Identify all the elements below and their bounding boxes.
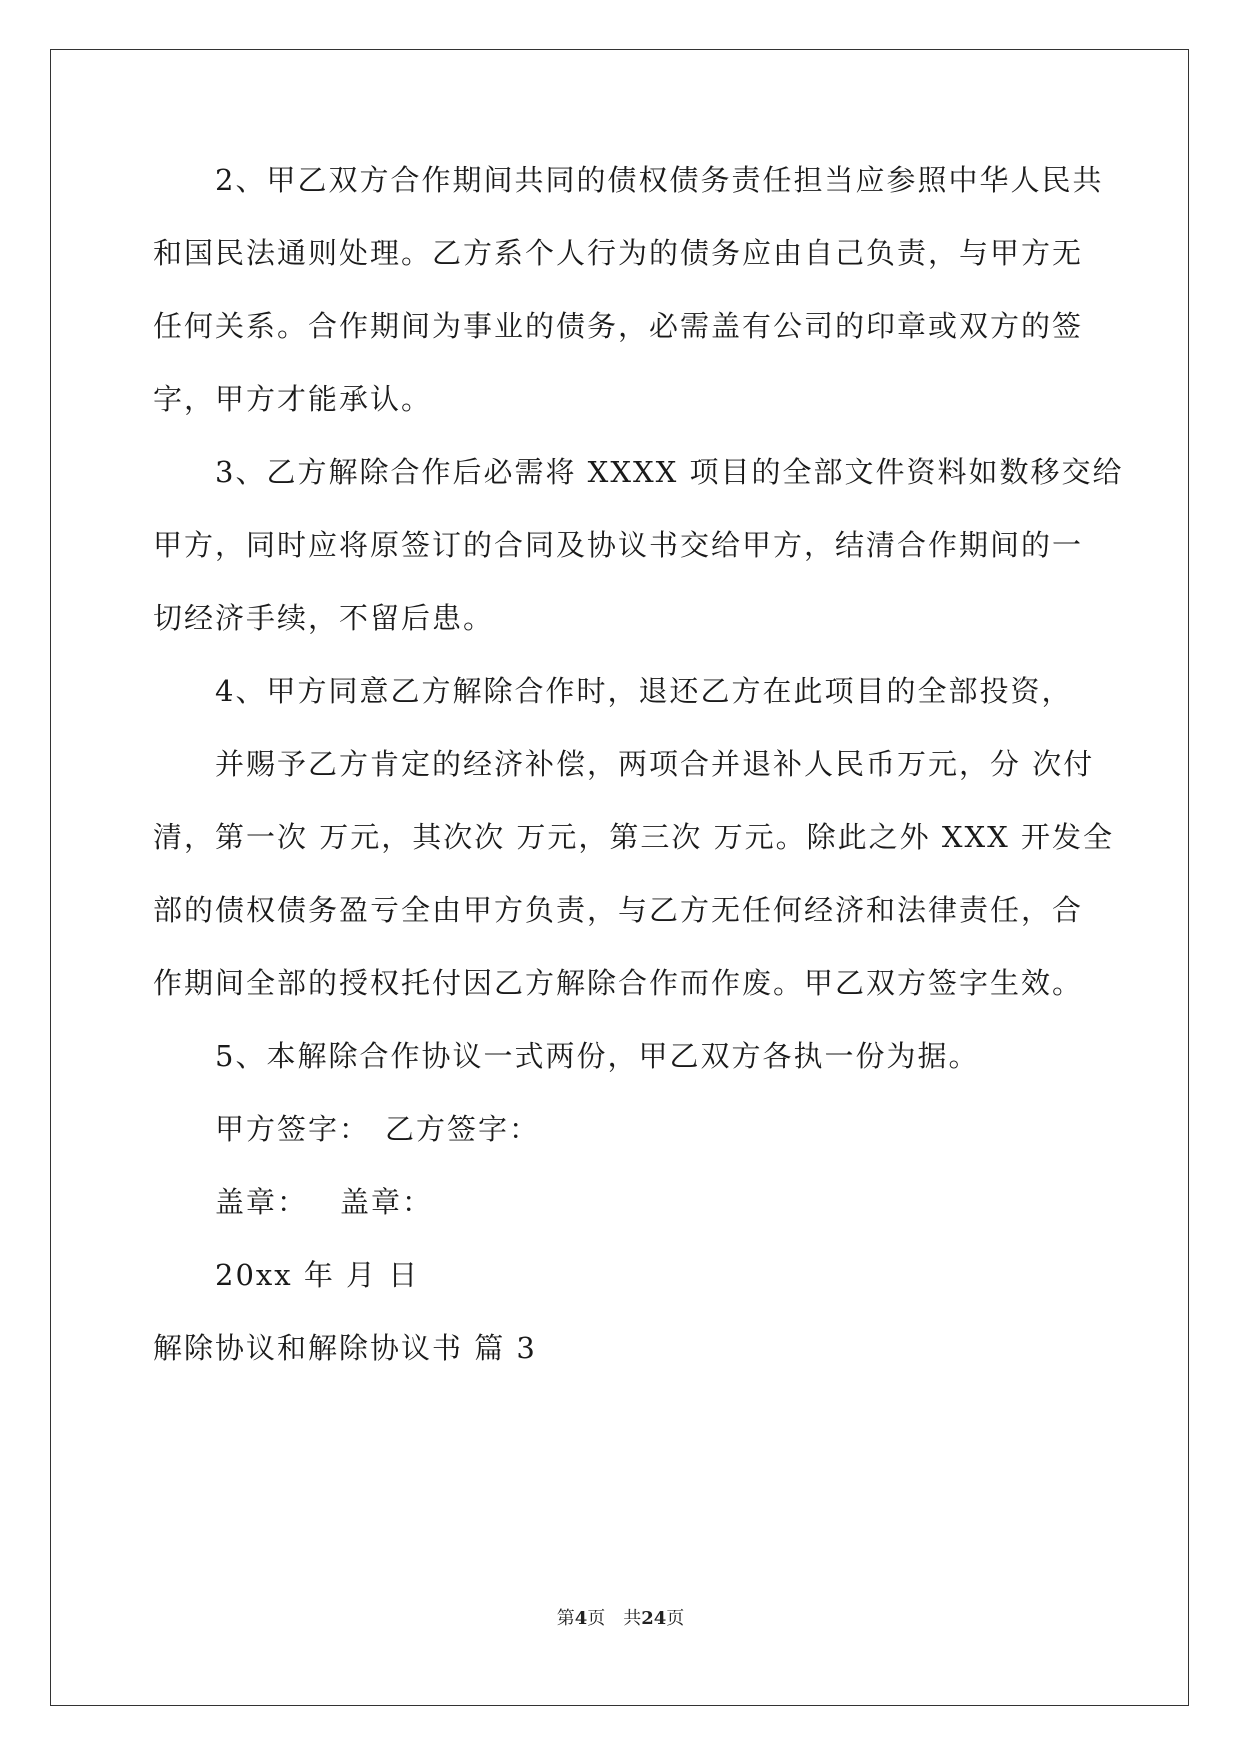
- page-border: [50, 49, 1189, 1706]
- section-heading: 解除协议和解除协议书 篇 3: [153, 1331, 537, 1365]
- page-footer: [0, 1604, 1241, 1630]
- paragraph-4b-line-2: 清，第一次 万元，其次次 万元，第三次 万元。除此之外 XXX 开发全: [153, 820, 1115, 854]
- paragraph-2-line-1: 2、甲乙双方合作期间共同的债权债务责任担当应参照中华人民共: [215, 163, 1104, 197]
- party-b-seal-label: 盖章：: [340, 1185, 434, 1219]
- paragraph-3-line-2: 甲方，同时应将原签订的合同及协议书交给甲方，结清合作期间的一: [153, 528, 1084, 562]
- footer-page-suffix: 页: [587, 1608, 606, 1629]
- footer-page-number: 4: [574, 1608, 588, 1629]
- footer-total-prefix: 共: [623, 1608, 642, 1629]
- footer-page-prefix: 第: [556, 1608, 575, 1629]
- paragraph-4b-line-3: 部的债权债务盈亏全由甲方负责，与乙方无任何经济和法律责任，合: [153, 893, 1084, 927]
- paragraph-3-line-3: 切经济手续，不留后患。: [153, 601, 495, 635]
- paragraph-2-line-4: 字，甲方才能承认。: [153, 382, 433, 416]
- paragraph-3-line-1: 3、乙方解除合作后必需将 XXXX 项目的全部文件资料如数移交给: [215, 455, 1124, 489]
- party-b-signature-label: 乙方签字：: [385, 1112, 541, 1146]
- footer-total-pages: 24: [641, 1608, 667, 1629]
- paragraph-4b-line-4: 作期间全部的授权托付因乙方解除合作而作废。甲乙双方签字生效。: [153, 966, 1084, 1000]
- party-a-seal-label: 盖章：: [215, 1185, 309, 1219]
- party-a-signature-label: 甲方签字：: [215, 1112, 371, 1146]
- paragraph-4-line-1: 4、甲方同意乙方解除合作时，退还乙方在此项目的全部投资，: [215, 674, 1073, 708]
- paragraph-2-line-2: 和国民法通则处理。乙方系个人行为的债务应由自己负责，与甲方无: [153, 236, 1084, 270]
- paragraph-5-line-1: 5、本解除合作协议一式两份，甲乙双方各执一份为据。: [215, 1039, 980, 1073]
- footer-total-suffix: 页: [666, 1608, 685, 1629]
- paragraph-2-line-3: 任何关系。合作期间为事业的债务，必需盖有公司的印章或双方的签: [153, 309, 1084, 343]
- paragraph-4b-line-1: 并赐予乙方肯定的经济补偿，两项合并退补人民币万元，分 次付: [215, 747, 1095, 781]
- signing-date: 20xx 年 月 日: [215, 1258, 420, 1292]
